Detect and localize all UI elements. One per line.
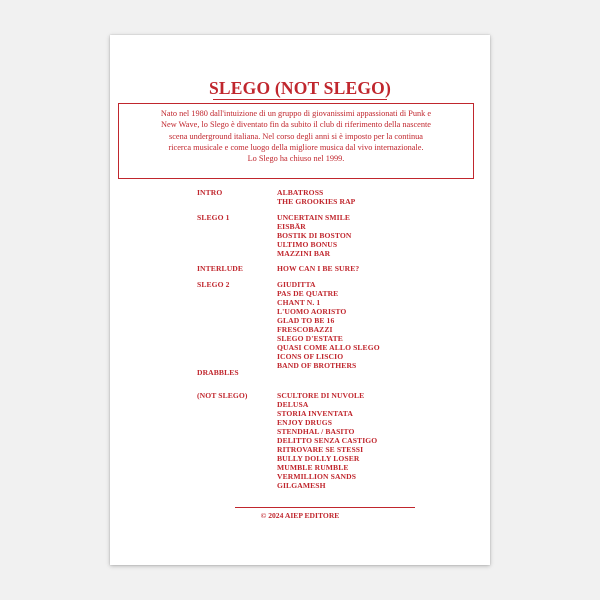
section-label: (NOT SLEGO) <box>197 391 248 400</box>
track-item: DELUSA <box>277 400 309 409</box>
track-item: HOW CAN I BE SURE? <box>277 264 360 273</box>
intro-line: ricerca musicale e come luogo della migliore musica dal vivo internazionale. <box>168 142 424 152</box>
track-item: FRESCOBAZZI <box>277 325 333 334</box>
section-label: DRABBLES <box>197 368 239 377</box>
track-item: GIUDITTA <box>277 280 316 289</box>
track-item: THE GROOKIES RAP <box>277 197 356 206</box>
track-item: SLEGO D'ESTATE <box>277 334 343 343</box>
track-item: EISBÄR <box>277 222 306 231</box>
section-label: INTERLUDE <box>197 264 244 273</box>
section-label: SLEGO 2 <box>197 280 230 289</box>
document-page <box>110 35 490 565</box>
track-item: STORIA INVENTATA <box>277 409 353 418</box>
track-item: DELITTO SENZA CASTIGO <box>277 436 378 445</box>
track-item: ENJOY DRUGS <box>277 418 333 427</box>
intro-line: scena underground italiana. Nel corso degli anni si è imposto per la continua <box>169 131 423 141</box>
track-item: UNCERTAIN SMILE <box>277 213 351 222</box>
track-item: BAND OF BROTHERS <box>277 361 357 370</box>
section-label: INTRO <box>197 188 223 197</box>
page-title: SLEGO (NOT SLEGO) <box>208 78 391 98</box>
track-item: ICONS OF LISCIO <box>277 352 344 361</box>
track-list <box>277 188 355 206</box>
footer-rule <box>235 507 415 508</box>
intro-line: New Wave, lo Slego è diventato fin da subito il club di riferimento della nascente <box>161 120 431 130</box>
track-item: BULLY DOLLY LOSER <box>277 454 360 463</box>
track-item: SCULTORE DI NUVOLE <box>277 391 365 400</box>
track-list <box>277 280 380 370</box>
track-item: RITROVARE SE STESSI <box>277 445 364 454</box>
track-item: MAZZINI BAR <box>277 249 331 258</box>
track-item: MUMBLE RUMBLE <box>277 463 349 472</box>
section-label: SLEGO 1 <box>197 213 230 222</box>
track-list <box>277 391 377 490</box>
footer-copyright: © 2024 AIEP EDITORE <box>260 511 340 520</box>
intro-line: Nato nel 1980 dall'intuizione di un gruppo di giovanissimi appassionati di Punk e <box>160 109 432 118</box>
track-item: ALBATROSS <box>277 188 324 197</box>
track-list <box>277 264 359 273</box>
track-item: GILGAMESH <box>277 481 326 490</box>
track-item: CHANT N. 1 <box>277 298 321 307</box>
track-item: VERMILLION SANDS <box>277 472 357 481</box>
track-item: STENDHAL / BASITO <box>277 427 355 436</box>
track-item: ULTIMO BONUS <box>277 240 338 249</box>
track-list <box>277 213 351 258</box>
track-item: GLAD TO BE 16 <box>277 316 335 325</box>
track-item: QUASI COME ALLO SLEGO <box>277 343 380 352</box>
track-item: BOSTIK DI BOSTON <box>277 231 352 240</box>
track-item: PAS DE QUATRE <box>277 289 339 298</box>
track-item: L'UOMO AORISTO <box>277 307 347 316</box>
intro-line: Lo Slego ha chiuso nel 1999. <box>247 154 345 164</box>
tracklist <box>110 35 490 505</box>
